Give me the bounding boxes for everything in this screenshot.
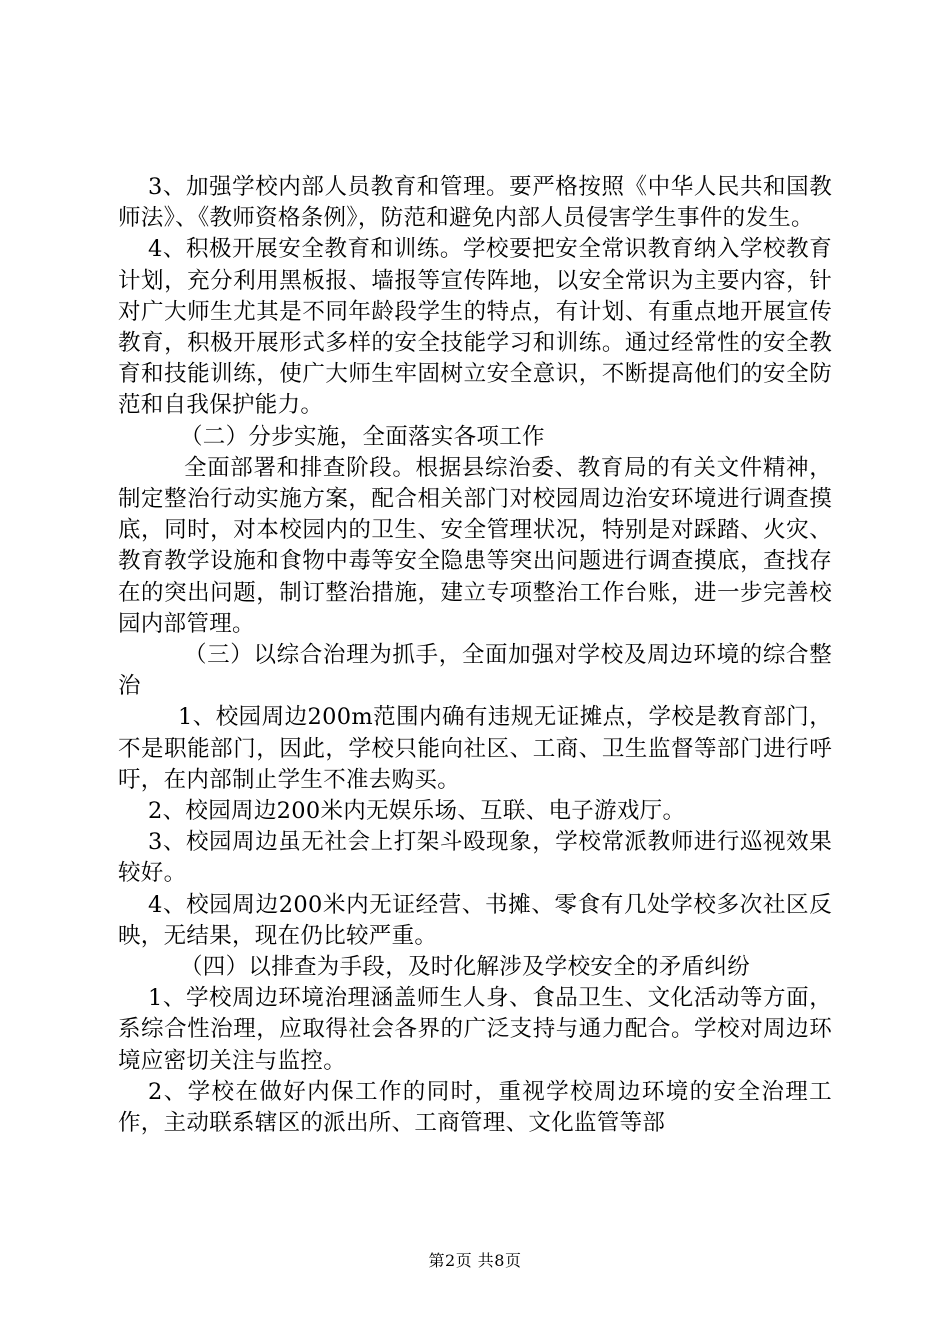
paragraph-safety-training: 4、积极开展安全教育和训练。学校要把安全常识教育纳入学校教育计划，充分利用黑板报、墙报等宣传阵地，以安全常识为主要内容，针对广大师生尤其是不同年龄段学生的特点，有计划、有重点地开展宣传教育，积极开展形式多样的安全技能学习和训练。通过经常性的安全教育和技能训练，使广大师生牢固树立安全意识，不断提高他们的安全防范和自我保护能力。 xyxy=(118,236,832,419)
paragraph-patrol: 3、校园周边虽无社会上打架斗殴现象，学校常派教师进行巡视效果较好。 xyxy=(118,829,832,887)
section-heading-3: （三）以综合治理为抓手，全面加强对学校及周边环境的综合整治 xyxy=(118,642,832,700)
section-heading-2: （二）分步实施，全面落实各项工作 xyxy=(180,423,545,450)
section-heading-4: （四）以排查为手段，及时化解涉及学校安全的矛盾纠纷 xyxy=(180,954,751,981)
paragraph-deployment-stage: 全面部署和排查阶段。根据县综治委、教育局的有关文件精神，制定整治行动实施方案，配合相关部门对校园周边治安环境进行调查摸底，同时，对本校园内的卫生、安全管理状况，特别是对踩踏、火灾、教育教学设施和食物中毒等安全隐患等突出问题进行调查摸底，查找存在的突出问题，制订整治措施，建立专项整治工作台账，进一步完善校园内部管理。 xyxy=(118,454,832,637)
paragraph-internal-security: 2、学校在做好内保工作的同时，重视学校周边环境的安全治理工作，主动联系辖区的派出所、工商管理、文化监管等部 xyxy=(118,1078,832,1137)
paragraph-unlicensed-stalls: 1、校园周边200m范围内确有违规无证摊点，学校是教育部门，不是职能部门，因此，学校只能向社区、工商、卫生监督等部门进行呼吁，在内部制止学生不准去购买。 xyxy=(118,704,832,793)
paragraph-environment-governance: 1、学校周边环境治理涵盖师生人身、食品卫生、文化活动等方面，系综合性治理，应取得社会各界的广泛支持与通力配合。学校对周边环境应密切关注与监控。 xyxy=(118,985,832,1074)
paragraph-no-entertainment: 2、校园周边200米内无娱乐场、互联、电子游戏厅。 xyxy=(148,798,686,825)
page-number-footer: 第2页 共8页 xyxy=(428,1251,522,1270)
paragraph-staff-education: 3、加强学校内部人员教育和管理。要严格按照《中华人民共和国教师法》、《教师资格条例》，防范和避免内部人员侵害学生事件的发生。 xyxy=(118,174,832,232)
paragraph-unlicensed-business: 4、校园周边200米内无证经营、书摊、零食有几处学校多次社区反映，无结果，现在仍比较严重。 xyxy=(118,891,832,949)
document-body xyxy=(118,172,832,1139)
